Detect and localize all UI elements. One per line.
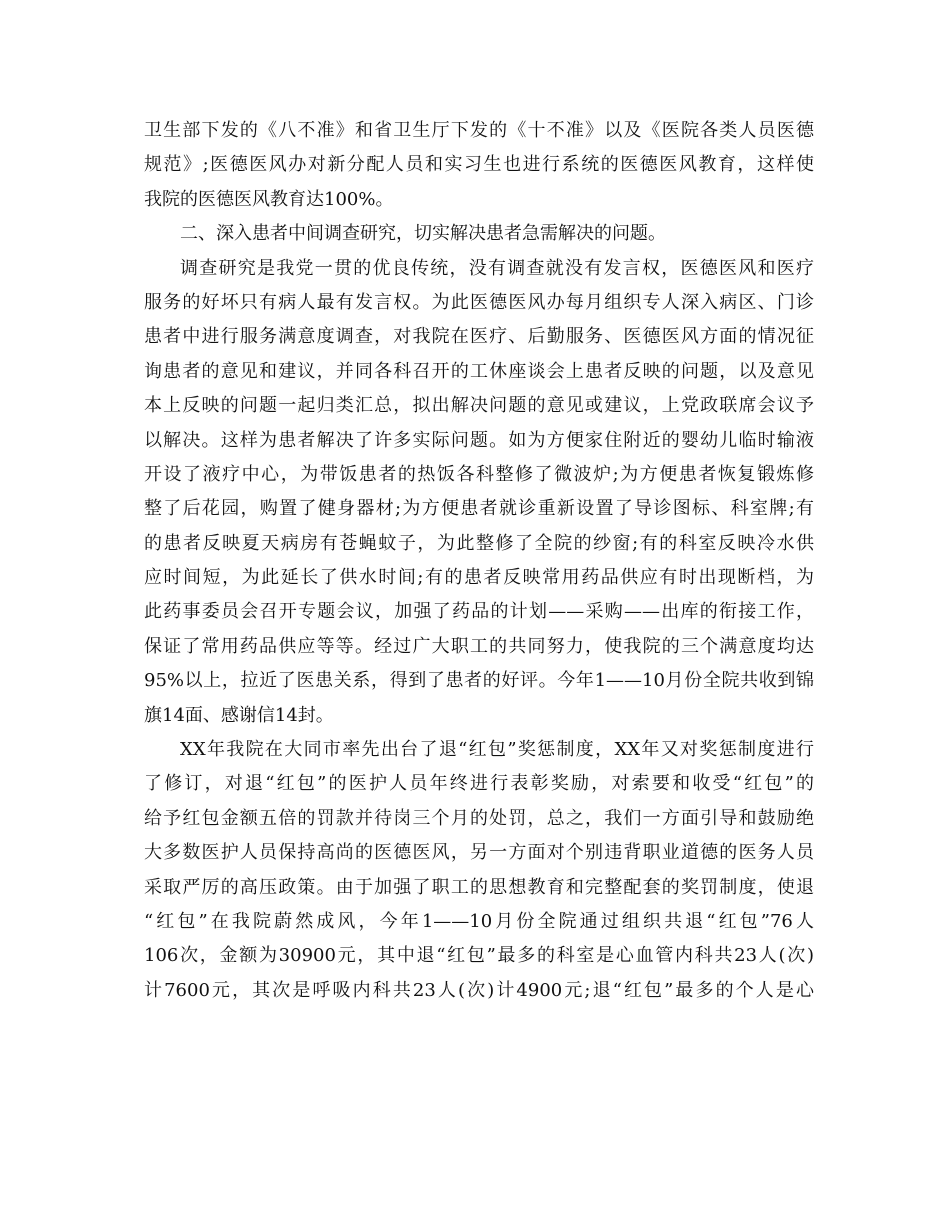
text-line: 开设了液疗中心，为带饭患者的热饭各科整修了微波炉;为方便患者恢复锻炼修 bbox=[144, 463, 814, 485]
text-line: 规范》;医德医风办对新分配人员和实习生也进行系统的医德医风教育，这样使 bbox=[144, 154, 814, 176]
text-line: 本上反映的问题一起归类汇总，拟出解决问题的意见或建议，上党政联席会议予 bbox=[144, 395, 814, 417]
text-line: 旗14面、感谢信14封。 bbox=[144, 704, 334, 726]
text-line: 我院的医德医风教育达100%。 bbox=[144, 188, 394, 210]
text-line: XX年我院在大同市率先出台了退“红包”奖惩制度，XX年又对奖惩制度进行 bbox=[180, 739, 814, 761]
text-line: 此药事委员会召开专题会议，加强了药品的计划——采购——出库的衔接工作， bbox=[144, 601, 814, 623]
text-line: 患者中进行服务满意度调查，对我院在医疗、后勤服务、医德医风方面的情况征 bbox=[144, 326, 814, 348]
text-line: 采取严厉的高压政策。由于加强了职工的思想教育和完整配套的奖罚制度，使退 bbox=[144, 876, 814, 898]
text-line: 保证了常用药品供应等等。经过广大职工的共同努力，使我院的三个满意度均达 bbox=[144, 635, 814, 657]
text-line: 95%以上，拉近了医患关系，得到了患者的好评。今年1——10月份全院共收到锦 bbox=[144, 670, 814, 692]
text-line: 106次，金额为30900元，其中退“红包”最多的科室是心血管内科共23人(次) bbox=[144, 945, 814, 967]
text-line: 以解决。这样为患者解决了许多实际问题。如为方便家住附近的婴幼儿临时输液 bbox=[144, 429, 814, 451]
text-line: 询患者的意见和建议，并同各科召开的工休座谈会上患者反映的问题，以及意见 bbox=[144, 360, 814, 382]
text-line: 服务的好坏只有病人最有发言权。为此医德医风办每月组织专人深入病区、门诊 bbox=[144, 291, 814, 313]
body-text bbox=[144, 114, 814, 1008]
text-line: 整了后花园，购置了健身器材;为方便患者就诊重新设置了导诊图标、科室牌;有 bbox=[144, 498, 814, 520]
text-line: 的患者反映夏天病房有苍蝇蚊子，为此整修了全院的纱窗;有的科室反映冷水供 bbox=[144, 532, 814, 554]
text-line: 大多数医护人员保持高尚的医德医风，另一方面对个别违背职业道德的医务人员 bbox=[144, 842, 814, 864]
text-line: 卫生部下发的《八不准》和省卫生厅下发的《十不准》以及《医院各类人员医德 bbox=[144, 120, 814, 141]
text-line: 给予红包金额五倍的罚款并待岗三个月的处罚，总之，我们一方面引导和鼓励绝 bbox=[144, 807, 814, 829]
text-line: 了修订，对退“红包”的医护人员年终进行表彰奖励，对索要和收受“红包”的 bbox=[144, 773, 814, 795]
text-line: 计7600元，其次是呼吸内科共23人(次)计4900元;退“红包”最多的个人是心 bbox=[144, 979, 814, 1001]
text-line: 应时间短，为此延长了供水时间;有的患者反映常用药品供应有时出现断档，为 bbox=[144, 567, 814, 589]
text-line: “红包”在我院蔚然成风，今年1——10月份全院通过组织共退“红包”76人 bbox=[144, 910, 814, 932]
text-line: 二、深入患者中间调查研究，切实解决患者急需解决的问题。 bbox=[180, 223, 666, 245]
text-line: 调查研究是我党一贯的优良传统，没有调查就没有发言权，医德医风和医疗 bbox=[180, 257, 814, 279]
